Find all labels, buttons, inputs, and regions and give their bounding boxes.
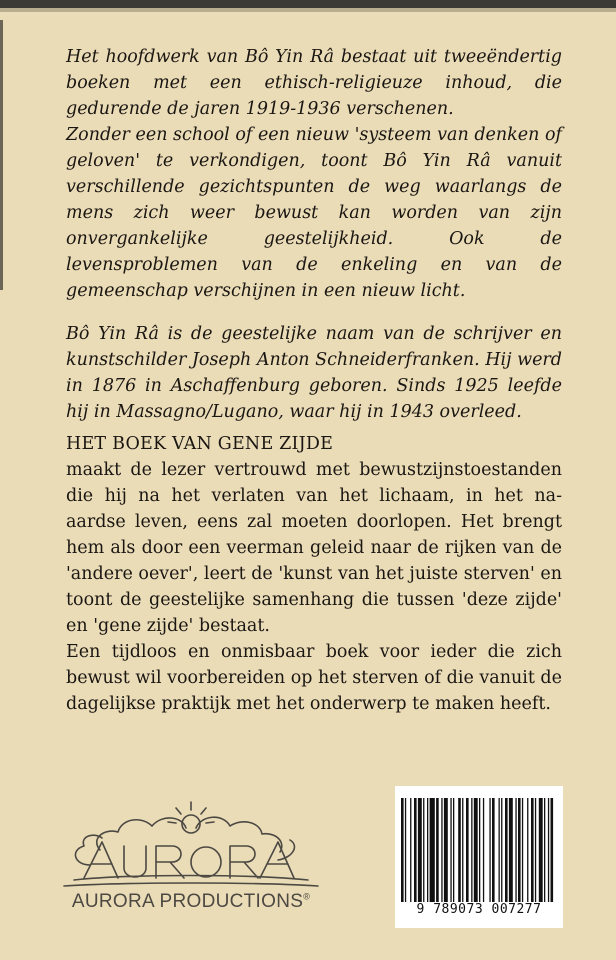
description-paragraph: Het hoofdwerk van Bô Yin Râ bestaat uit tweeëndertig boeken met een ethisch-religieuze inhoud, die gedurende de jaren 1919-1936 verschenen. bbox=[66, 47, 562, 119]
publisher-logo bbox=[60, 790, 320, 920]
barcode-bar bbox=[535, 798, 536, 902]
barcode-bar bbox=[401, 798, 404, 902]
barcode-bar bbox=[474, 798, 478, 902]
barcode-bar bbox=[527, 798, 528, 902]
barcode-bar bbox=[427, 798, 428, 902]
barcode-bar bbox=[405, 798, 406, 902]
barcode-bar bbox=[458, 798, 461, 902]
cover-top-edge bbox=[0, 0, 616, 12]
barcode-bar bbox=[462, 798, 463, 902]
barcode-bar bbox=[471, 798, 472, 902]
barcode-bar bbox=[436, 798, 439, 902]
aurora-sunrise-logo-icon bbox=[60, 790, 322, 890]
barcode-bar bbox=[539, 798, 543, 902]
barcode-bar bbox=[450, 798, 451, 902]
barcode-bar bbox=[531, 798, 534, 902]
barcode-bar bbox=[551, 798, 554, 902]
barcode-bar bbox=[423, 798, 424, 902]
description-paragraph: Zonder een school of een nieuw 'systeem van denken of geloven' te verkondigen, toont Bô Yin Râ vanuit verschillende gezichtspunten de weg waarlangs de mens zich weer bewust kan worden van zijn onvergankelijke geestelijkheid. Ook de levensproblemen van de enkeling en van de gemeenschap verschijnen in een nieuw licht. bbox=[66, 125, 562, 301]
publisher-name bbox=[60, 891, 322, 913]
summary-paragraph: maakt de lezer vertrouwd met bewustzijnstoestanden die hij na het verlaten van het lichaam, in het na-aardse leven, eens zal moeten doorlopen. Het brengt hem als door een veerman geleid naar de rijken van de 'andere oever', leert de 'kunst van het juiste sterven' en toont de geestelijke samenhang die tussen 'deze zijde' en 'gene zijde' bestaat. bbox=[66, 460, 562, 636]
barcode-bar bbox=[489, 798, 490, 902]
author-bio-text: Bô Yin Râ is de geestelijke naam van de schrijver en kunstschilder Joseph Anton Schneiderfranken. Hij werd in 1876 in Aschaffenburg geboren. Sinds 1925 leefde hij in Massagno/Lugano, waar hij in 1943 overleed. bbox=[66, 324, 562, 422]
barcode-bar bbox=[479, 798, 480, 902]
author-bio bbox=[66, 321, 562, 425]
barcode-bar bbox=[499, 798, 500, 902]
barcode-bar bbox=[430, 798, 435, 902]
barcode-bar bbox=[418, 798, 422, 902]
isbn-number: 9 789073 007277 bbox=[416, 902, 542, 917]
summary-paragraph: Een tijdloos en onmisbaar boek voor ieder die zich bewust wil voorbereiden op het sterven of die vanuit de dagelijkse praktijk met het onderwerp te maken heeft. bbox=[66, 642, 562, 714]
book-description bbox=[66, 44, 562, 304]
barcode-bar bbox=[544, 798, 545, 902]
barcode-bar bbox=[441, 798, 442, 902]
barcode-bar bbox=[410, 798, 411, 902]
barcode-bar bbox=[466, 798, 469, 902]
book-title: HET BOEK VAN GENE ZIJDE bbox=[66, 434, 334, 454]
barcode-bar bbox=[414, 798, 417, 902]
barcode-bar bbox=[492, 798, 495, 902]
barcode-bars bbox=[401, 798, 557, 902]
barcode-bar bbox=[548, 798, 549, 902]
barcode-bar bbox=[444, 798, 448, 902]
barcode-bar bbox=[483, 798, 484, 902]
publisher-name-text: AURORA PRODUCTIONS bbox=[71, 891, 304, 912]
book-summary bbox=[66, 431, 562, 717]
isbn-barcode bbox=[395, 786, 563, 928]
barcode-bar bbox=[501, 798, 502, 902]
barcode-bar bbox=[505, 798, 508, 902]
barcode-bar bbox=[509, 798, 513, 902]
barcode-bar bbox=[453, 798, 454, 902]
barcode-bar bbox=[515, 798, 516, 902]
spine-shadow bbox=[0, 20, 3, 290]
barcode-bar bbox=[518, 798, 521, 902]
registered-mark: ® bbox=[303, 891, 311, 902]
barcode-bar bbox=[522, 798, 523, 902]
